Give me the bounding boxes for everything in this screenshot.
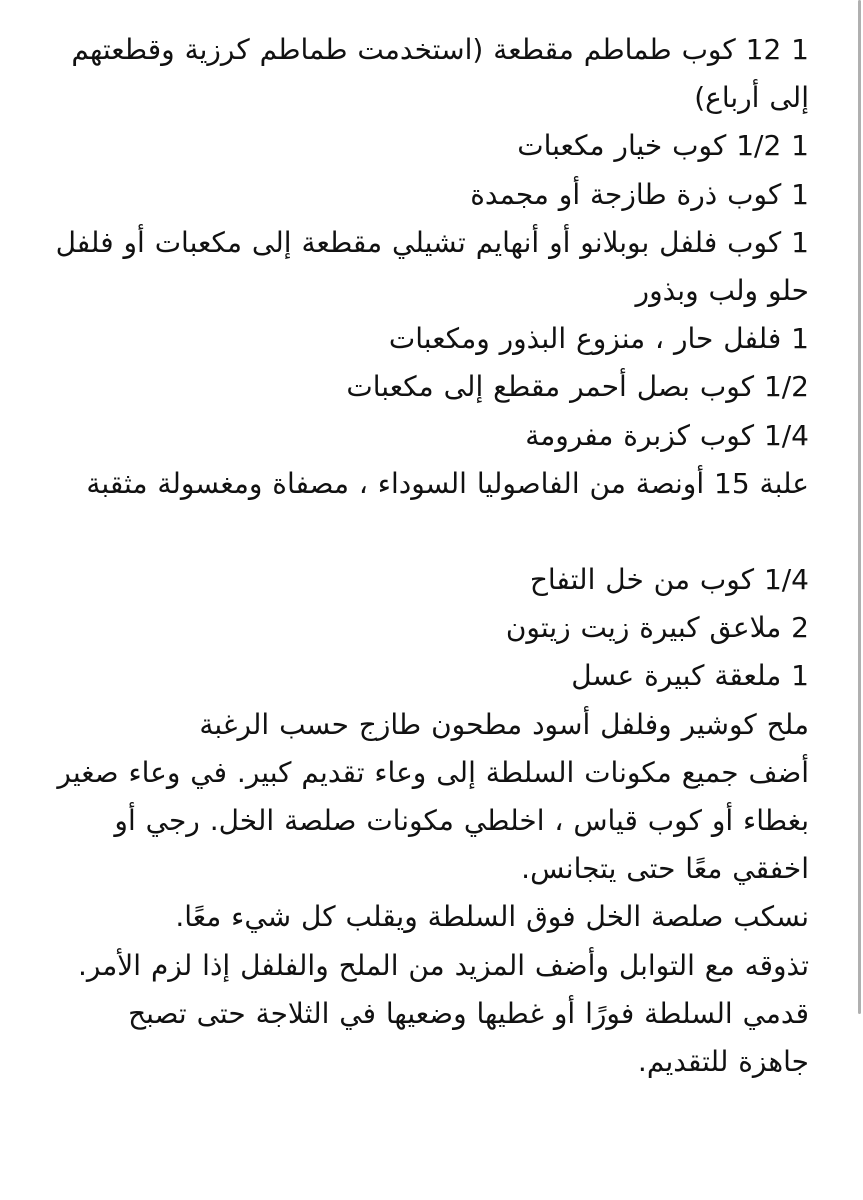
dressing-line: 2 ملاعق كبيرة زيت زيتون — [505, 611, 809, 645]
section-gap — [49, 508, 809, 556]
ingredient-line: 1/2 كوب بصل أحمر مقطع إلى مكعبات — [346, 370, 809, 404]
ingredient-line: 1 كوب ذرة طازجة أو مجمدة — [470, 177, 809, 211]
ingredient-line: 1/4 كوب كزبرة مفرومة — [525, 418, 809, 452]
instruction-step: أضف جميع مكونات السلطة إلى وعاء تقديم كبير. في وعاء صغير بغطاء أو كوب قياس ، اخلطي مكونات صلصة الخل. رجي أو اخفقي معًا حتى يتجانس. — [57, 755, 809, 886]
ingredient-line: 1 1/2 كوب خيار مكعبات — [517, 129, 809, 163]
dressing-line: ملح كوشير وفلفل أسود مطحون طازج حسب الرغبة — [199, 707, 809, 741]
ingredient-line: 1 كوب فلفل بوبلانو أو أنهايم تشيلي مقطعة إلى مكعبات أو فلفل حلو ولب وبذور — [55, 225, 809, 308]
ingredient-line: 1 فلفل حار ، منزوع البذور ومكعبات — [388, 322, 809, 356]
ingredient-line: 1 12 كوب طماطم مقطعة (استخدمت طماطم كرزية وقطعتهم إلى أرباع) — [71, 33, 809, 115]
scroll-indicator[interactable] — [858, 0, 861, 1014]
dressing-line: 1 ملعقة كبيرة عسل — [571, 659, 809, 693]
instruction-step: نسكب صلصة الخل فوق السلطة ويقلب كل شيء معًا. — [175, 900, 809, 934]
dressing-line: 1/4 كوب من خل التفاح — [529, 563, 809, 597]
recipe-text — [49, 26, 809, 1086]
instruction-step: تذوقه مع التوابل وأضف المزيد من الملح والفلفل إذا لزم الأمر. قدمي السلطة فورًا أو غطيها وضعيها في الثلاجة حتى تصبح جاهزة للتقديم. — [77, 948, 809, 1079]
ingredient-line: علبة 15 أونصة من الفاصوليا السوداء ، مصفاة ومغسولة مثقبة — [86, 466, 809, 500]
